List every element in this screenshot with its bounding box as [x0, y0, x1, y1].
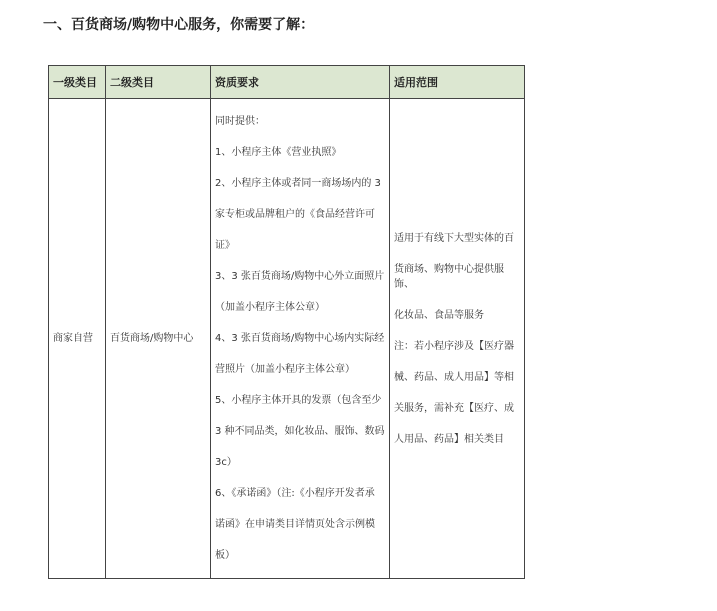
requirement-item-4: 4、3 张百货商场/购物中心场内实际经 营照片（加盖小程序主体公章） [215, 333, 385, 375]
header-level1-category: 一级类目 [49, 66, 106, 99]
cell-level2-category: 百货商场/购物中心 [106, 99, 211, 579]
requirement-intro: 同时提供： [215, 116, 265, 127]
cell-applicable-scope [390, 99, 525, 579]
table-header-row [49, 66, 525, 99]
header-applicable-scope: 适用范围 [390, 66, 525, 99]
table-row [49, 99, 525, 579]
cell-qualification-requirements [211, 99, 390, 579]
requirement-item-5: 5、小程序主体开具的发票（包含至少 3 种不同品类，如化妆品、服饰、数码 3c） [215, 395, 385, 468]
header-qualification-requirements: 资质要求 [211, 66, 390, 99]
requirement-item-2: 2、小程序主体或者同一商场场内的 3 家专柜或品牌租户的《食品经营许可 证》 [215, 178, 381, 251]
scope-description: 适用于有线下大型实体的百 货商场、购物中心提供服饰、 化妆品、食品等服务 [394, 232, 514, 321]
requirement-item-3: 3、3 张百货商场/购物中心外立面照片 （加盖小程序主体公章） [215, 271, 385, 313]
header-level2-category: 二级类目 [106, 66, 211, 99]
requirement-item-1: 1、小程序主体《营业执照》 [215, 147, 342, 158]
page-title: 一、百货商场/购物中心服务，你需要了解： [43, 17, 315, 33]
scope-note: 注：若小程序涉及【医疗器 械、药品、成人用品】等相 关服务，需补充【医疗、成 人用品、药品】相关类目 [394, 340, 514, 445]
qualification-table [48, 65, 525, 579]
cell-level1-category: 商家自营 [49, 99, 106, 579]
requirement-item-6: 6、《承诺函》（注:《小程序开发者承 诺函》在申请类目详情页处含示例模 板） [215, 488, 375, 561]
